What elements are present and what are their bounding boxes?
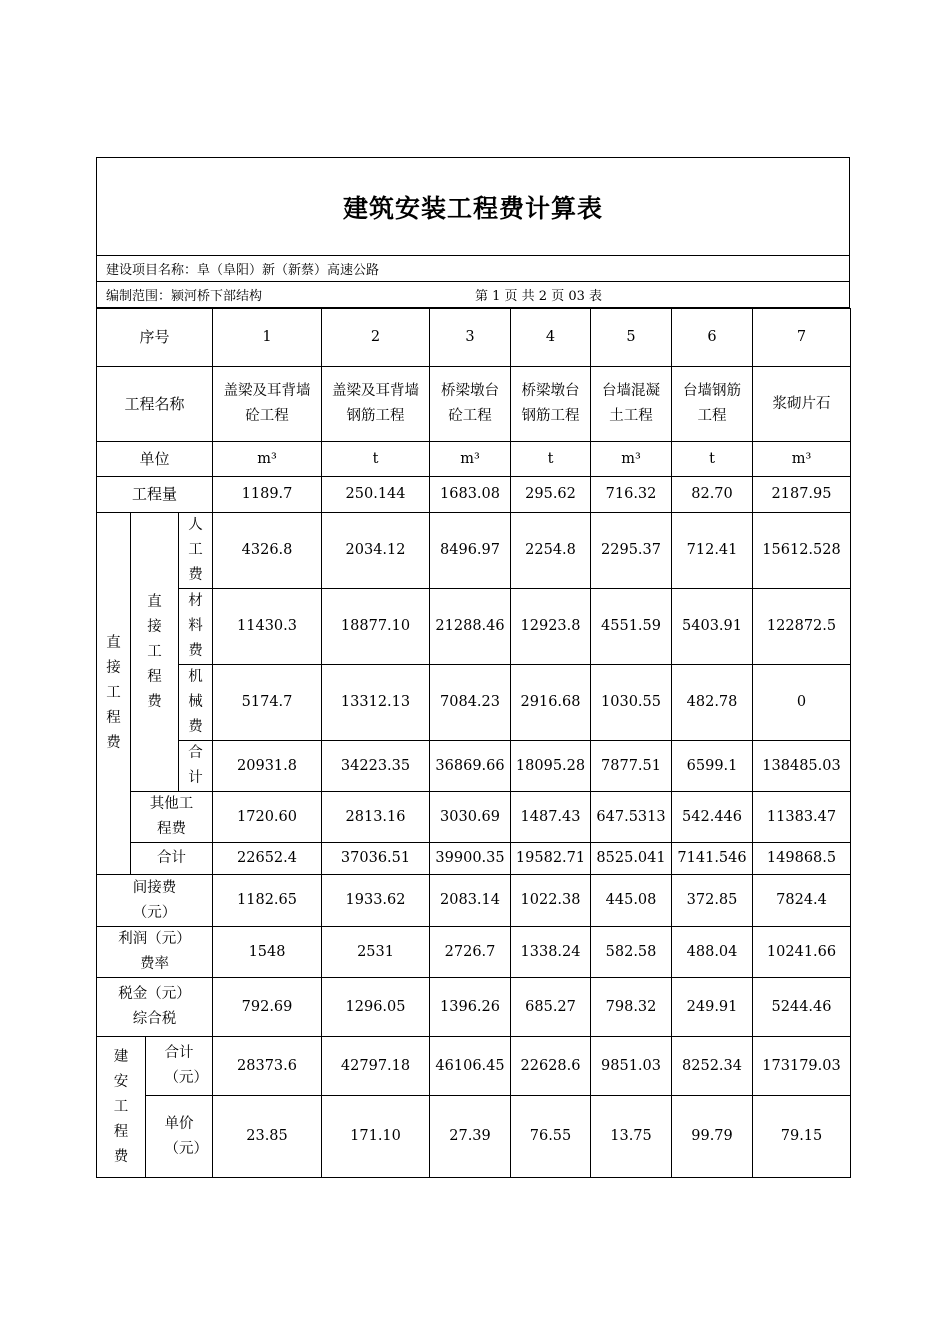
tax-cell: 5244.46 <box>753 978 851 1037</box>
seq-cell: 7 <box>753 309 851 367</box>
indirect-cell: 445.08 <box>591 875 672 927</box>
seq-cell: 3 <box>430 309 511 367</box>
page-info: 第 1 页 共 2 页 03 表 <box>475 289 603 304</box>
unit-label: 单位 <box>97 442 213 477</box>
profit-cell: 582.58 <box>591 927 672 978</box>
labor-cell: 2254.8 <box>511 513 591 589</box>
direct-total-cell: 7141.546 <box>672 843 753 875</box>
units-cell: t <box>672 442 753 477</box>
tax-cell: 798.32 <box>591 978 672 1037</box>
tax-cell: 685.27 <box>511 978 591 1037</box>
tax-cell: 1296.05 <box>322 978 430 1037</box>
other-cell: 3030.69 <box>430 792 511 843</box>
row-subtotal <box>97 741 851 792</box>
seq-cell: 2 <box>322 309 430 367</box>
machine-cell: 1030.55 <box>591 665 672 741</box>
units-cell: m³ <box>430 442 511 477</box>
labor-cell: 2034.12 <box>322 513 430 589</box>
material-cell: 12923.8 <box>511 589 591 665</box>
names-cell: 浆砌片石 <box>753 367 851 442</box>
project-line <box>96 256 850 282</box>
cost-table <box>96 308 851 1178</box>
install-total-cell: 22628.6 <box>511 1037 591 1096</box>
qty-cell: 82.70 <box>672 477 753 513</box>
names-cell: 桥梁墩台钢筋工程 <box>511 367 591 442</box>
subtotal-cell: 20931.8 <box>213 741 322 792</box>
page-title: 建筑安装工程费计算表 <box>342 193 603 223</box>
subtotal-cell: 36869.66 <box>430 741 511 792</box>
machine-cell: 5174.7 <box>213 665 322 741</box>
direct-total-cell: 39900.35 <box>430 843 511 875</box>
indirect-label: 间接费（元） <box>97 875 213 927</box>
names-cell: 盖梁及耳背墙砼工程 <box>213 367 322 442</box>
other-cell: 1720.60 <box>213 792 322 843</box>
machine-label: 机械费 <box>179 665 213 741</box>
other-cell: 2813.16 <box>322 792 430 843</box>
machine-cell: 0 <box>753 665 851 741</box>
material-cell: 4551.59 <box>591 589 672 665</box>
subtotal-label: 合计 <box>179 741 213 792</box>
machine-cell: 13312.13 <box>322 665 430 741</box>
indirect-cell: 1022.38 <box>511 875 591 927</box>
unit-price-cell: 171.10 <box>322 1096 430 1178</box>
subtotal-cell: 18095.28 <box>511 741 591 792</box>
other-cell: 647.5313 <box>591 792 672 843</box>
unit-price-cell: 27.39 <box>430 1096 511 1178</box>
profit-label: 利润（元）费率 <box>97 927 213 978</box>
direct-total-cell: 149868.5 <box>753 843 851 875</box>
profit-cell: 10241.66 <box>753 927 851 978</box>
profit-cell: 2531 <box>322 927 430 978</box>
row-seq <box>97 309 851 367</box>
cost-sheet <box>96 157 850 1178</box>
row-direct-total <box>97 843 851 875</box>
subtotal-cell: 34223.35 <box>322 741 430 792</box>
install-label: 建安工程费 <box>97 1037 146 1178</box>
tax-cell: 249.91 <box>672 978 753 1037</box>
row-qty <box>97 477 851 513</box>
labor-cell: 15612.528 <box>753 513 851 589</box>
install-total-cell: 46106.45 <box>430 1037 511 1096</box>
units-cell: t <box>511 442 591 477</box>
row-tax <box>97 978 851 1037</box>
seq-cell: 4 <box>511 309 591 367</box>
row-install-total <box>97 1037 851 1096</box>
unit-price-cell: 13.75 <box>591 1096 672 1178</box>
qty-cell: 716.32 <box>591 477 672 513</box>
subtotal-cell: 6599.1 <box>672 741 753 792</box>
direct-total-cell: 8525.041 <box>591 843 672 875</box>
profit-cell: 2726.7 <box>430 927 511 978</box>
indirect-cell: 1933.62 <box>322 875 430 927</box>
units-cell: m³ <box>213 442 322 477</box>
row-indirect <box>97 875 851 927</box>
labor-cell: 8496.97 <box>430 513 511 589</box>
material-cell: 122872.5 <box>753 589 851 665</box>
subtotal-cell: 7877.51 <box>591 741 672 792</box>
scope: 编制范围：颍河桥下部结构 <box>106 289 263 304</box>
material-cell: 18877.10 <box>322 589 430 665</box>
material-cell: 5403.91 <box>672 589 753 665</box>
row-machine <box>97 665 851 741</box>
profit-cell: 1338.24 <box>511 927 591 978</box>
names-cell: 桥梁墩台砼工程 <box>430 367 511 442</box>
profit-cell: 488.04 <box>672 927 753 978</box>
unit-price-cell: 76.55 <box>511 1096 591 1178</box>
qty-label: 工程量 <box>97 477 213 513</box>
other-cell: 1487.43 <box>511 792 591 843</box>
row-labor <box>97 513 851 589</box>
direct-inner-label: 直接工程费 <box>131 513 179 792</box>
units-cell: m³ <box>591 442 672 477</box>
machine-cell: 7084.23 <box>430 665 511 741</box>
row-profit <box>97 927 851 978</box>
tax-cell: 1396.26 <box>430 978 511 1037</box>
unit-price-label: 单价（元） <box>146 1096 213 1178</box>
title-box <box>96 157 850 256</box>
seq-cell: 6 <box>672 309 753 367</box>
tax-label: 税金（元）综合税 <box>97 978 213 1037</box>
row-name <box>97 367 851 442</box>
indirect-cell: 1182.65 <box>213 875 322 927</box>
indirect-cell: 2083.14 <box>430 875 511 927</box>
row-other <box>97 792 851 843</box>
material-cell: 21288.46 <box>430 589 511 665</box>
profit-cell: 1548 <box>213 927 322 978</box>
qty-cell: 250.144 <box>322 477 430 513</box>
names-cell: 台墙钢筋工程 <box>672 367 753 442</box>
labor-cell: 2295.37 <box>591 513 672 589</box>
other-cell: 542.446 <box>672 792 753 843</box>
qty-cell: 1189.7 <box>213 477 322 513</box>
units-cell: t <box>322 442 430 477</box>
seq-label: 序号 <box>97 309 213 367</box>
direct-total-cell: 22652.4 <box>213 843 322 875</box>
labor-cell: 712.41 <box>672 513 753 589</box>
subtotal-cell: 138485.03 <box>753 741 851 792</box>
units-cell: m³ <box>753 442 851 477</box>
row-material <box>97 589 851 665</box>
direct-total-cell: 37036.51 <box>322 843 430 875</box>
names-cell: 盖梁及耳背墙钢筋工程 <box>322 367 430 442</box>
direct-total-label: 合计 <box>131 843 213 875</box>
material-cell: 11430.3 <box>213 589 322 665</box>
labor-cell: 4326.8 <box>213 513 322 589</box>
tax-cell: 792.69 <box>213 978 322 1037</box>
row-unit-price <box>97 1096 851 1178</box>
names-cell: 台墙混凝土工程 <box>591 367 672 442</box>
install-total-cell: 8252.34 <box>672 1037 753 1096</box>
seq-cell: 5 <box>591 309 672 367</box>
indirect-cell: 7824.4 <box>753 875 851 927</box>
qty-cell: 1683.08 <box>430 477 511 513</box>
unit-price-cell: 99.79 <box>672 1096 753 1178</box>
row-unit <box>97 442 851 477</box>
install-total-cell: 173179.03 <box>753 1037 851 1096</box>
project-name: 建设项目名称：阜（阜阳）新（新蔡）高速公路 <box>106 263 380 278</box>
machine-cell: 482.78 <box>672 665 753 741</box>
material-label: 材料费 <box>179 589 213 665</box>
scope-line <box>96 282 850 308</box>
other-cell: 11383.47 <box>753 792 851 843</box>
unit-price-cell: 23.85 <box>213 1096 322 1178</box>
qty-cell: 295.62 <box>511 477 591 513</box>
direct-outer-label: 直接工程费 <box>97 513 131 875</box>
install-total-label: 合计（元） <box>146 1037 213 1096</box>
qty-cell: 2187.95 <box>753 477 851 513</box>
seq-cell: 1 <box>213 309 322 367</box>
direct-total-cell: 19582.71 <box>511 843 591 875</box>
install-total-cell: 42797.18 <box>322 1037 430 1096</box>
indirect-cell: 372.85 <box>672 875 753 927</box>
install-total-cell: 28373.6 <box>213 1037 322 1096</box>
name-label: 工程名称 <box>97 367 213 442</box>
machine-cell: 2916.68 <box>511 665 591 741</box>
labor-label: 人工费 <box>179 513 213 589</box>
other-label: 其他工程费 <box>131 792 213 843</box>
install-total-cell: 9851.03 <box>591 1037 672 1096</box>
unit-price-cell: 79.15 <box>753 1096 851 1178</box>
